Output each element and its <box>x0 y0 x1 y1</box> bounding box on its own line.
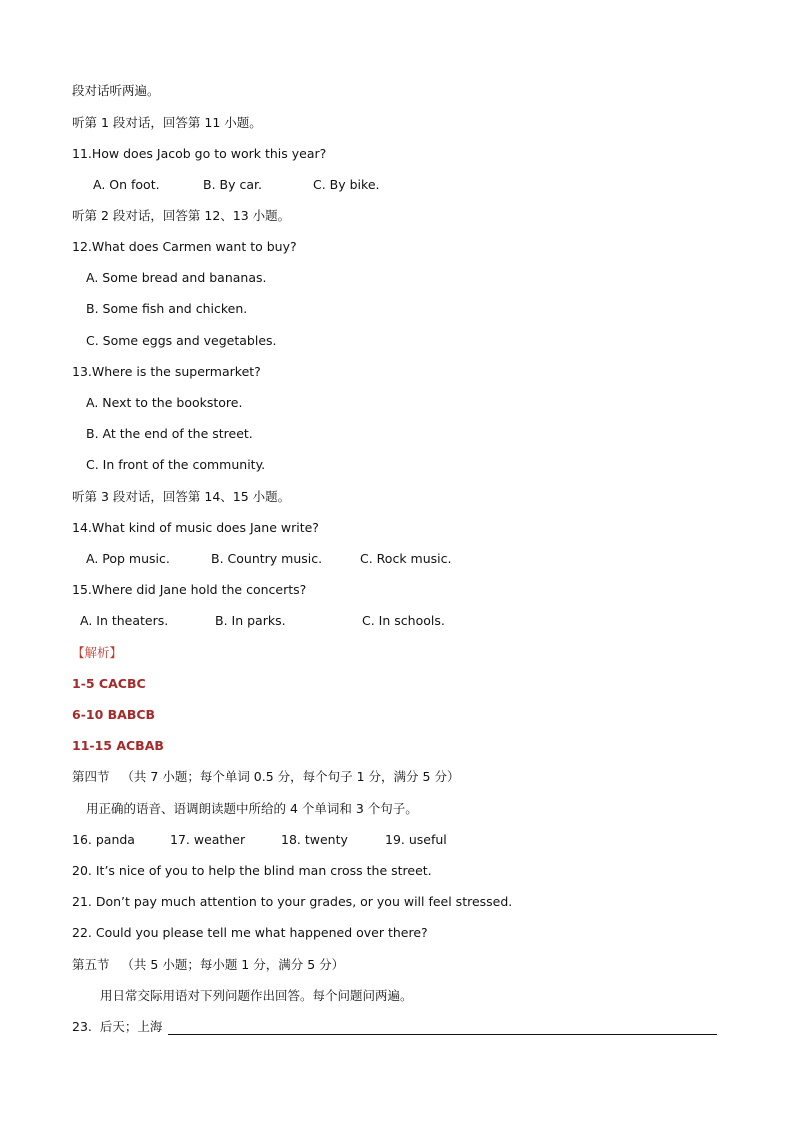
section-4-title: 第四节 （共 7 小题；每个单词 0.5 分，每个句子 1 分，满分 5 分） <box>72 769 460 784</box>
solution-heading: 【解析】 <box>72 645 123 660</box>
sentence-20: 20. It’s nice of you to help the blind man cross the street. <box>72 863 432 878</box>
section-4-instruction: 用正确的语音、语调朗读题中所给的 4 个单词和 3 个句子。 <box>86 801 418 816</box>
question-15: 15.Where did Jane hold the concerts? <box>72 582 307 597</box>
question-23: 23. 后天；上海 <box>72 1019 163 1034</box>
word-19: 19. useful <box>385 832 447 847</box>
answer-blank-line <box>168 1034 717 1035</box>
option-14b: B. Country music. <box>211 551 323 566</box>
section-instruction: 听第 2 段对话，回答第 12、13 小题。 <box>72 208 291 223</box>
question-12: 12.What does Carmen want to buy? <box>72 239 297 254</box>
answer-key: 6-10 BABCB <box>72 707 156 722</box>
word-17: 17. weather <box>170 832 246 847</box>
answer-key: 11-15 ACBAB <box>72 738 164 753</box>
question-14: 14.What kind of music does Jane write? <box>72 520 319 535</box>
word-18: 18. twenty <box>281 832 348 847</box>
option-11b: B. By car. <box>203 177 262 192</box>
word-16: 16. panda <box>72 832 135 847</box>
option-11c: C. By bike. <box>313 177 380 192</box>
option-14c: C. Rock music. <box>360 551 452 566</box>
text-line: 段对话听两遍。 <box>72 83 160 98</box>
option-11a: A. On foot. <box>93 177 160 192</box>
option-15c: C. In schools. <box>362 613 445 628</box>
option-12a: A. Some bread and bananas. <box>86 270 267 285</box>
option-12b: B. Some fish and chicken. <box>86 301 248 316</box>
section-5-title: 第五节 （共 5 小题；每小题 1 分，满分 5 分） <box>72 957 345 972</box>
option-15a: A. In theaters. <box>80 613 169 628</box>
option-13c: C. In front of the community. <box>86 457 266 472</box>
section-instruction: 听第 1 段对话，回答第 11 小题。 <box>72 115 262 130</box>
option-15b: B. In parks. <box>215 613 286 628</box>
section-instruction: 听第 3 段对话，回答第 14、15 小题。 <box>72 489 291 504</box>
sentence-21: 21. Don’t pay much attention to your grades, or you will feel stressed. <box>72 894 513 909</box>
question-13: 13.Where is the supermarket? <box>72 364 261 379</box>
question-11: 11.How does Jacob go to work this year? <box>72 146 327 161</box>
option-13a: A. Next to the bookstore. <box>86 395 243 410</box>
option-14a: A. Pop music. <box>86 551 170 566</box>
option-13b: B. At the end of the street. <box>86 426 253 441</box>
answer-key: 1-5 CACBC <box>72 676 146 691</box>
option-12c: C. Some eggs and vegetables. <box>86 333 277 348</box>
sentence-22: 22. Could you please tell me what happened over there? <box>72 925 428 940</box>
section-5-instruction: 用日常交际用语对下列问题作出回答。每个问题问两遍。 <box>100 988 413 1003</box>
